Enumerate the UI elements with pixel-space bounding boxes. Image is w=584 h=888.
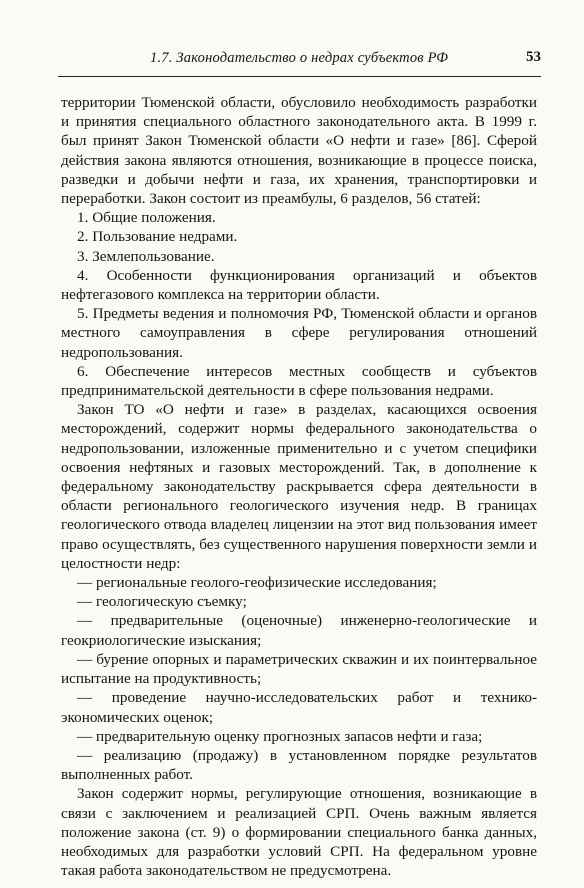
running-header	[58, 50, 541, 72]
paragraph: Закон содержит нормы, регулирующие отношения, возникающие в связи с заключением и реализацией СРП. Очень важным является положение закона (ст. 9) о формировании специального банка данных, необходимых для разработки условий СРП. На федеральном уровне такая работа законодательством не предусмотрена.	[61, 785, 537, 880]
dash-item: — предварительную оценку прогнозных запасов нефти и газа;	[77, 727, 483, 745]
page-number: 53	[526, 49, 541, 65]
dash-item: — проведение научно-исследовательских работ и технико-экономических оценок;	[61, 689, 537, 726]
body-text	[61, 93, 537, 880]
dash-item: — региональные геолого-геофизические исследования;	[77, 574, 437, 592]
list-item: 1. Общие положения.	[77, 209, 216, 227]
paragraph: территории Тюменской области, обусловило необходимость разработки и принятия специального областного законодательного акта. В 1999 г. был принят Закон Тюменской области «О нефти и газе» [86]. Сферой действия закона являются отношения, возникающие в процессе поиска, разведки и добычи нефти и газа, их хранения, транспортировки и переработки. Закон состоит из преамбулы, 6 разделов, 56 статей:	[61, 94, 537, 208]
header-rule	[58, 76, 541, 77]
list-item: 5. Предметы ведения и полномочия РФ, Тюменской области и органов местного самоуправления в сфере регулирования отношений недропользования.	[61, 305, 537, 361]
list-item: 2. Пользование недрами.	[77, 228, 238, 246]
dash-item: — бурение опорных и параметрических скважин и их поинтервальное испытание на продуктивность;	[61, 650, 537, 688]
paragraph: Закон ТО «О нефти и газе» в разделах, касающихся освоения месторождений, содержит нормы федерального законодательства о недропользовании, изложенные применительно и с учетом специфики освоения нефтяных и газовых месторождений. Так, в дополнение к федеральному законодательству раскрывается сфера деятельности в области регионального геологического изучения недр. В границах геологического отвода владелец лицензии на этот вид пользования имеет право осуществлять, без существенного нарушения поверхности земли и целостности недр:	[61, 401, 537, 572]
list-item: 6. Обеспечение интересов местных сообществ и субъектов предпринимательской деятельности в сфере пользования недрами.	[61, 362, 537, 400]
list-item: 4. Особенности функционирования организаций и объектов нефтегазового комплекса на территории области.	[61, 266, 537, 304]
list-item: 3. Землепользование.	[77, 247, 215, 265]
dash-item: — геологическую съемку;	[77, 593, 247, 611]
dash-item: — предварительные (оценочные) инженерно-геологические и геокриологические изыскания;	[61, 612, 537, 649]
dash-item: — реализацию (продажу) в установленном порядке результатов выполненных работ.	[61, 746, 537, 784]
running-title: 1.7. Законодательство о недрах субъектов РФ	[150, 50, 449, 66]
